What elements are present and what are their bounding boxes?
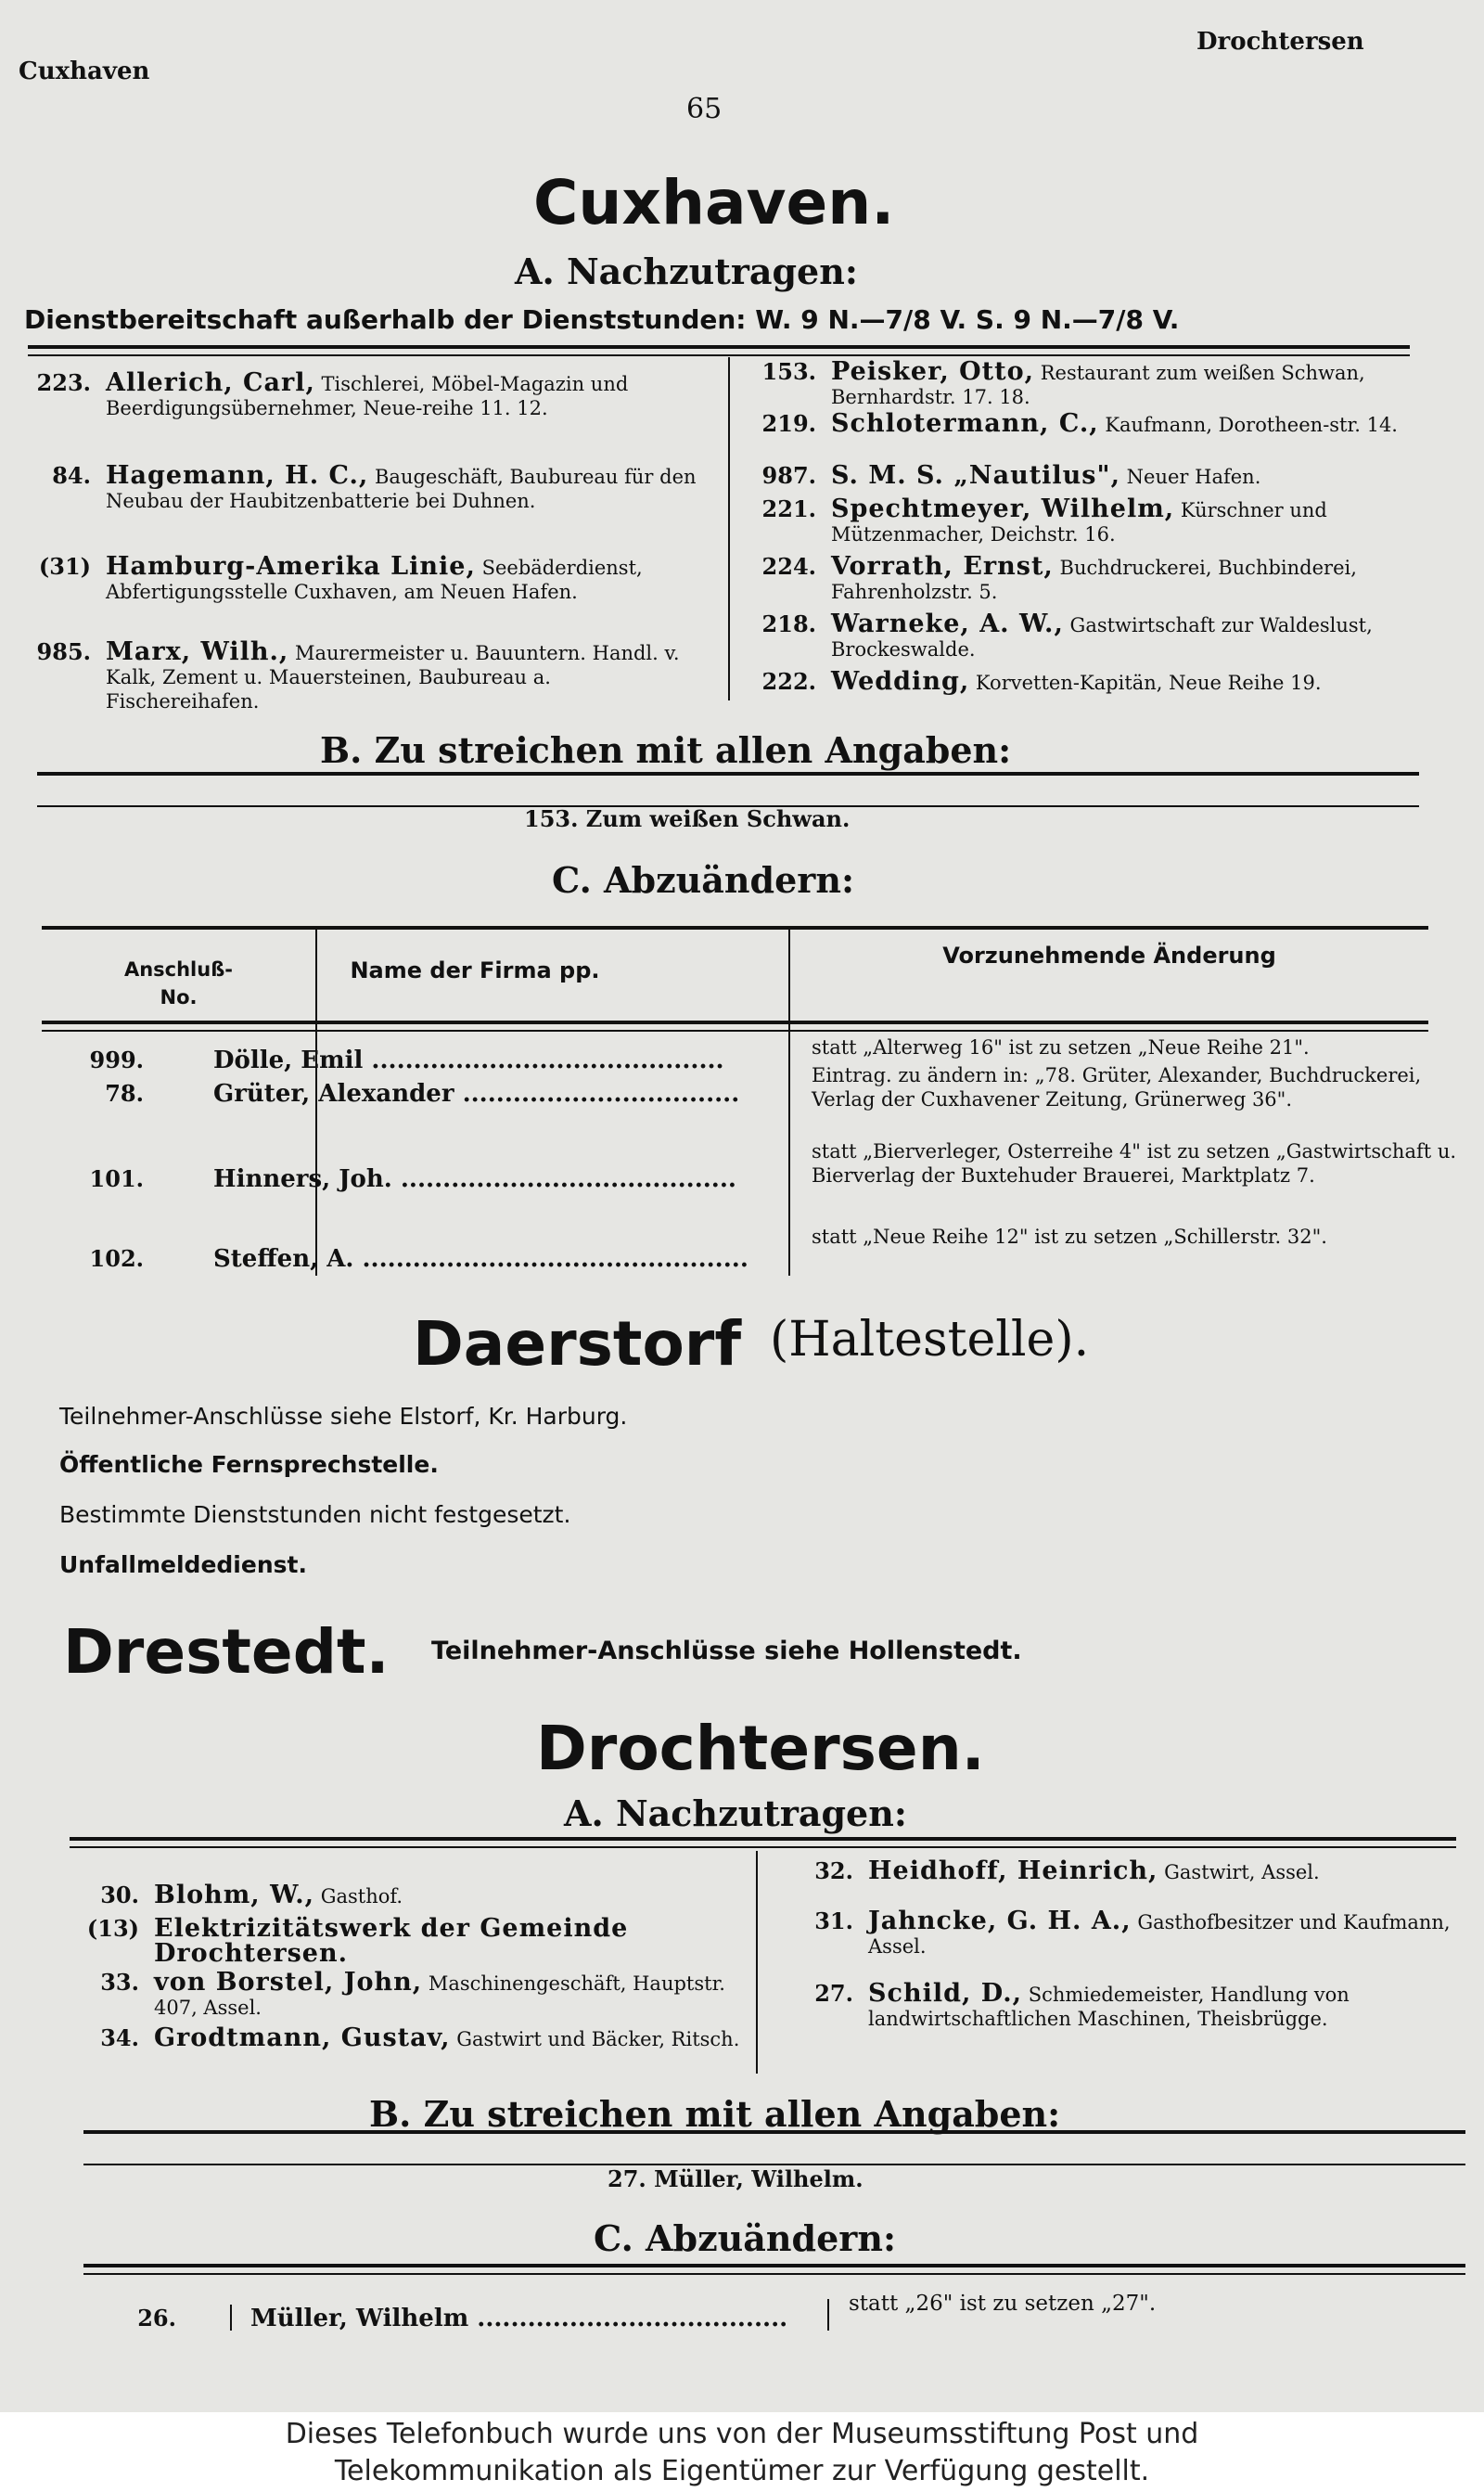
table-header-rule bbox=[42, 1021, 1428, 1024]
entry-number: 223. bbox=[36, 369, 91, 396]
entry-text: Maschinengeschäft, Hauptstr. 407, Assel. bbox=[154, 1972, 725, 2019]
rule bbox=[70, 1846, 1456, 1848]
entry-name: Grodtmann, Gustav, bbox=[154, 2023, 451, 2052]
drochtersen-strike-entry: 27. Müller, Wilhelm. bbox=[608, 2165, 864, 2192]
entry-name: Spechtmeyer, Wilhelm, bbox=[831, 495, 1175, 523]
row-change: statt „Alterweg 16" ist zu setzen „Neue Reihe 21". bbox=[812, 1036, 1310, 1059]
cuxhaven-section-a-heading: A. Nachzutragen: bbox=[515, 250, 858, 292]
row-number: 999. bbox=[89, 1047, 144, 1073]
cuxhaven-section-b-heading: B. Zu streichen mit allen Angaben: bbox=[320, 729, 1012, 771]
table-header-rule bbox=[42, 1030, 1428, 1032]
header-line: No. bbox=[160, 986, 198, 1008]
cuxhaven-strike-entry: 153. Zum weißen Schwan. bbox=[524, 805, 851, 832]
footer-line: Telekommunikation als Eigentümer zur Verfügung gestellt. bbox=[334, 2455, 1150, 2487]
entry-text: Schmiedemeister, Handlung von landwirtschaftlichen Maschinen, Theisbrügge. bbox=[868, 1984, 1350, 2030]
entry-text: Maurermeister u. Bauuntern. Handl. v. Kalk, Zement u. Mauersteinen, Baubureau a. Fischereihafen. bbox=[106, 642, 680, 713]
drochtersen-section-b-heading: B. Zu streichen mit allen Angaben: bbox=[369, 2093, 1061, 2135]
drochtersen-title: Drochtersen. bbox=[536, 1713, 985, 1784]
entry-number: 218. bbox=[761, 610, 816, 637]
entry-number: 84. bbox=[52, 462, 91, 489]
drochtersen-section-c-heading: C. Abzuändern: bbox=[594, 2217, 896, 2259]
entry-name: Wedding, bbox=[831, 667, 970, 696]
rule bbox=[70, 1837, 1456, 1841]
header-line: Anschluß- bbox=[123, 958, 234, 981]
drestedt-note: Teilnehmer-Anschlüsse siehe Hollenstedt. bbox=[431, 1637, 1022, 1665]
row-firm: Hinners, Joh. ........................................ bbox=[213, 1165, 736, 1193]
entry-text: Korvetten-Kapitän, Neue Reihe 19. bbox=[975, 672, 1322, 694]
table-header-change: Vorzunehmende Änderung bbox=[942, 943, 1276, 969]
table-top-rule bbox=[42, 926, 1428, 930]
entry-name: Heidhoff, Heinrich, bbox=[868, 1856, 1158, 1885]
entry-number: 27. bbox=[814, 1980, 853, 2007]
cuxhaven-service-hours: Dienstbereitschaft außerhalb der Dienststunden: W. 9 N.—7/8 V. S. 9 N.—7/8 V. bbox=[24, 304, 1180, 335]
entry-number: 30. bbox=[100, 1882, 139, 1908]
rule bbox=[83, 2130, 1465, 2134]
row-number: 102. bbox=[89, 1245, 144, 1272]
daerstorf-subtitle: (Haltestelle). bbox=[770, 1312, 1090, 1368]
entry-name: Vorrath, Ernst, bbox=[831, 552, 1054, 581]
entry-text: Seebäderdienst, Abfertigungsstelle Cuxhaven, am Neuen Hafen. bbox=[106, 557, 643, 603]
row-firm: Dölle, Emil .......................................... bbox=[213, 1047, 724, 1074]
rule bbox=[28, 354, 1410, 356]
drochtersen-section-a-heading: A. Nachzutragen: bbox=[564, 1792, 907, 1834]
running-header-right: Drochtersen bbox=[1196, 28, 1364, 56]
entry-text: Kürschner und Mützenmacher, Deichstr. 16. bbox=[831, 499, 1327, 546]
rule bbox=[83, 2273, 1465, 2275]
entry-number: 987. bbox=[761, 462, 816, 489]
entry-number: 34. bbox=[100, 2024, 139, 2051]
rule bbox=[83, 2264, 1465, 2267]
row-change: statt „26" ist zu setzen „27". bbox=[849, 2292, 1157, 2316]
table-header-number bbox=[42, 956, 315, 1011]
entry-name: von Borstel, John, bbox=[154, 1968, 423, 1997]
row-firm: Steffen, A. .............................................. bbox=[213, 1245, 748, 1273]
entry-text: Buchdruckerei, Buchbinderei, Fahrenholzstr. 5. bbox=[831, 557, 1357, 603]
entry-number: 153. bbox=[761, 358, 816, 385]
entry-text: Baugeschäft, Baubureau für den Neubau der Haubitzenbatterie bei Duhnen. bbox=[106, 466, 697, 512]
daerstorf-line: Öffentliche Fernsprechstelle. bbox=[59, 1451, 439, 1478]
entry-text: Restaurant zum weißen Schwan, Bernhardstr. 17. 18. bbox=[831, 362, 1365, 408]
column-divider bbox=[728, 357, 730, 700]
entry-number: 32. bbox=[814, 1857, 853, 1884]
entry-number: (13) bbox=[86, 1915, 139, 1942]
column-divider bbox=[230, 2305, 232, 2331]
entry-name: Schlotermann, C., bbox=[831, 409, 1099, 438]
entry-text: Gasthof. bbox=[320, 1885, 403, 1908]
footer-line: Dieses Telefonbuch wurde uns von der Museumsstiftung Post und bbox=[285, 2418, 1199, 2450]
row-number: 26. bbox=[137, 2305, 176, 2331]
row-number: 101. bbox=[89, 1165, 144, 1192]
entry-name: Peisker, Otto, bbox=[831, 357, 1035, 386]
footer-notice bbox=[0, 2412, 1484, 2492]
entry-text: Gastwirtschaft zur Waldeslust, Brockeswalde. bbox=[831, 614, 1373, 661]
entry-number: 224. bbox=[761, 553, 816, 580]
column-divider bbox=[756, 1851, 758, 2074]
row-firm: Grüter, Alexander ................................. bbox=[213, 1080, 740, 1108]
row-change: statt „Bierverleger, Osterreihe 4" ist zu setzen „Gastwirtschaft u. Bierverlag der Buxtehuder Brauerei, Marktplatz 7. bbox=[812, 1140, 1457, 1187]
daerstorf-title: Daerstorf bbox=[413, 1308, 742, 1380]
column-divider bbox=[827, 2299, 829, 2331]
row-firm: Müller, Wilhelm ..................................... bbox=[250, 2305, 788, 2332]
table-col-divider bbox=[788, 928, 790, 1276]
running-header-left: Cuxhaven bbox=[19, 58, 150, 85]
row-number: 78. bbox=[105, 1080, 144, 1107]
cuxhaven-section-c-heading: C. Abzuändern: bbox=[552, 859, 854, 901]
entry-name: Blohm, W., bbox=[154, 1881, 315, 1909]
entry-number: 222. bbox=[761, 668, 816, 695]
daerstorf-line: Bestimmte Dienststunden nicht festgesetzt. bbox=[59, 1501, 571, 1528]
entry-number: 33. bbox=[100, 1969, 139, 1996]
entry-text: Gasthofbesitzer und Kaufmann, Assel. bbox=[868, 1911, 1451, 1958]
cuxhaven-title: Cuxhaven. bbox=[533, 167, 895, 238]
entry-name: Elektrizitätswerk der Gemeinde Drochtersen. bbox=[154, 1914, 629, 1968]
entry-name: Hamburg-Amerika Linie, bbox=[106, 552, 476, 581]
daerstorf-line: Teilnehmer-Anschlüsse siehe Elstorf, Kr. Harburg. bbox=[59, 1403, 628, 1430]
entry-name: Schild, D., bbox=[868, 1979, 1023, 2008]
table-header-firm: Name der Firma pp. bbox=[350, 957, 600, 983]
daerstorf-line: Unfallmeldedienst. bbox=[59, 1551, 307, 1578]
rule bbox=[37, 772, 1419, 776]
page-number: 65 bbox=[686, 93, 723, 125]
drestedt-title: Drestedt. bbox=[63, 1616, 390, 1688]
entry-name: Allerich, Carl, bbox=[106, 368, 315, 397]
entry-text: Gastwirt, Assel. bbox=[1164, 1861, 1320, 1883]
entry-number: 985. bbox=[36, 638, 91, 665]
entry-text: Kaufmann, Dorotheen-str. 14. bbox=[1105, 414, 1398, 436]
entry-name: Jahncke, G. H. A., bbox=[868, 1907, 1132, 1935]
entry-number: (31) bbox=[38, 553, 91, 580]
entry-number: 219. bbox=[761, 410, 816, 437]
row-change: Eintrag. zu ändern in: „78. Grüter, Alexander, Buchdruckerei, Verlag der Cuxhavener Zeitung, Grünerweg 36". bbox=[812, 1064, 1422, 1111]
entry-number: 221. bbox=[761, 495, 816, 522]
entry-name: Hagemann, H. C., bbox=[106, 461, 369, 490]
entry-text: Neuer Hafen. bbox=[1126, 466, 1261, 488]
entry-name: S. M. S. „Nautilus", bbox=[831, 461, 1120, 490]
entry-name: Warneke, A. W., bbox=[831, 610, 1064, 638]
entry-text: Gastwirt und Bäcker, Ritsch. bbox=[456, 2028, 740, 2050]
rule bbox=[28, 345, 1410, 349]
row-change: statt „Neue Reihe 12" ist zu setzen „Schillerstr. 32". bbox=[812, 1226, 1327, 1248]
entry-number: 31. bbox=[814, 1908, 853, 1934]
entry-text: Tischlerei, Möbel-Magazin und Beerdigungsübernehmer, Neue-reihe 11. 12. bbox=[106, 373, 629, 419]
entry-name: Marx, Wilh., bbox=[106, 637, 289, 666]
